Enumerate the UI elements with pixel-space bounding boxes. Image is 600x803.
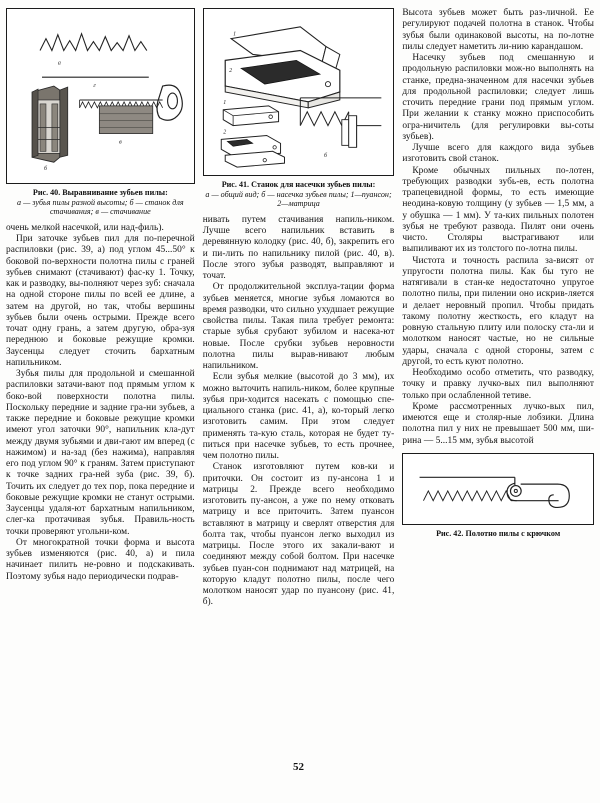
three-column-layout xyxy=(6,8,594,799)
figure-42 xyxy=(402,453,594,525)
column-right xyxy=(402,8,594,799)
svg-text:в: в xyxy=(119,139,122,146)
paragraph: От продолжительной эксплуа-тации форма зубьев меняется, многие зубья ломаются во время разводки, что сильно ухудшает режущие свойства пилы. Такая пила требует ремонта: старые зубья срубают зубилом и насека-ют новые. После срубки зубьев неровности полотна пилы вырав-нивают любым напильником. xyxy=(202,282,395,372)
figure-41-caption-lead: Рис. 41. Станок для насечки зубьев пилы: xyxy=(221,180,376,189)
figure-42-caption xyxy=(402,529,594,539)
paragraph: От многократной точки форма и высота зубьев изменяются (рис. 40, а) и пила начинает пилить не-ровно и подскакивать. Поэтому зубья надо периодически подрав- xyxy=(6,537,195,582)
svg-text:б: б xyxy=(323,153,327,160)
figure-41-caption xyxy=(203,180,395,209)
paragraph: Насечку зубьев под смешанную и продольную распиловки мож-но выполнять на станке, предна-значенном для насечки зубьев для продольной распиловки; следует лишь сточить передние грани под прямым углом. При желании к станку можно приспособить огра-ничитель (для регулировки вы-соты зубьев). xyxy=(402,53,594,142)
paragraph: Необходимо особо отметить, что разводку, точку и правку лучко-вых пил выполняют только при ослабленной тетиве. xyxy=(402,368,594,401)
fig-42-drawing xyxy=(403,454,593,524)
figure-41 xyxy=(203,8,395,176)
svg-text:2: 2 xyxy=(228,68,232,75)
page-number: 52 xyxy=(293,761,305,773)
svg-text:б: б xyxy=(43,166,47,173)
paragraph: Кроме обычных пильных по-лотен, требующих разводки зубь-ев, есть полотна трапецевидной формы, то есть имеющие неодина-ковую толщину (у зубьев — 1,5 мм, а у обушка — 1 мм). У та-ких пильных полотен зубья не требуют развода. Пилят они очень чисто. Столяры выстрагивают или выпиливают их из толстого по-лотна пилы. xyxy=(402,165,594,255)
svg-text:1: 1 xyxy=(232,31,236,38)
figure-41-caption-body: а — общий вид; б — насечка зубьев пилы; 1—пуансон; 2—матрица xyxy=(205,189,392,209)
figure-40 xyxy=(6,8,195,184)
svg-text:1: 1 xyxy=(222,99,226,106)
figure-40-caption-body: а — зубья пилы разной высоты; б — станок для стачивания; в — стачивание xyxy=(17,197,184,217)
paragraph: Высота зубьев может быть раз-личной. Ее регулируют подачей полотна в станок. Чтобы зубья были одинаковой высоты, на по-лотне пилы следует наметить ли-нию карандашом. xyxy=(402,8,594,52)
paragraph: Чистота и точность распила за-висят от упругости полотна пилы. Как бы туго не натягивали в стан-ке недостаточно упругое полотно пилы, при пилении оно искрив-ляется и делает неровный пропил. Чтобы придать такому полотну жесткость, его кладут на ровную стальную плиту или полоску ста-ли и молотком наносят частые, но не сильные удары, сначала с одной стороны, затем с другой, то есть куют полотно. xyxy=(402,255,594,367)
figure-42-caption-lead: Рис. 42. Полотно пилы с крючком xyxy=(436,528,561,538)
paragraph: При заточке зубьев пил для по-перечной распиловки (рис. 39, а) под углом 45...50° к боковой по-верхности полотна пилы с граней зубьев снимают (стачивают) фас-ку 1. Точку, как и разводку, вы-полняют через зуб: сначала на одной стороне пилы по всей ее длине, а затем на другой, но так, чтобы вершины зубьев были очень острыми. Прежде всего точат одну грань, а затем другую, обра-зуя переднюю и боковые режущие кромки. Заусенцы следует сточить бархатным напильником. xyxy=(6,234,195,368)
fig-40-drawing xyxy=(7,9,194,183)
column-middle xyxy=(203,8,395,799)
paragraph: очень мелкой насечкой, или над-филь). xyxy=(6,222,164,233)
svg-text:а: а xyxy=(57,60,61,67)
fig-41-drawing xyxy=(204,9,394,175)
paragraph: Станок изготовляют путем ков-ки и приточки. Он состоит из пу-ансона 1 и матрицы 2. Прежде всего необходимо изготовить пу-ансон, а уже по нему отковать матрицу и все приточить. Затем пуансон вставляют в матрицу и сверлят отверстия для болта так, чтобы пуансон легко выходил из матрицы. После этого их закали-вают и соединяют между собой болтом. При насечке зубьев пуан-сон поднимают над матрицей, на которую кладут полотно пилы, после чего молотком наносят удар по пуансону (рис. 41, б). xyxy=(202,462,395,608)
svg-text:2: 2 xyxy=(222,129,226,136)
figure-40-caption xyxy=(6,188,195,217)
paragraph: Лучше всего для каждого вида зубьев изготовить свой станок. xyxy=(402,143,594,165)
svg-text:г: г xyxy=(93,83,96,90)
paragraph: Если зубья мелкие (высотой до 3 мм), их можно выточить напиль-ником, более крупные зубья при-ходится насекать с помощью спе-циального станка (рис. 41, а), ко-торый легко изготовить самим. При этом следует применять та-кую сталь, которая не будет ту-питься при насечке зубьев, то есть прочнее, чем полотно пилы. xyxy=(202,372,395,462)
paragraph: Зубья пилы для продольной и смешанной распиловки затачи-вают под прямым углом к боко-вой поверхности полотна пилы. Поскольку передние и задние гра-ни зубьев, а также передние и боковые режущие кромки имеют угол заточки 90°, напильник кла-дут между двумя зубьями и дви-гают им вперед (с нажимом) и на-зад (без нажима), направляя его под углом 90° к граням. Затем приступают к точке задних гра-ней зуба (рис. 39, б). Точить их следует до тех пор, пока передние и боковые режущие кромки не станут острыми. Заусенцы удаля-ют бархатным напильником, слег-ка протачивая зубья. Правиль-ность точки проверяют угольни-ком. xyxy=(6,369,195,537)
paragraph: Кроме рассмотренных лучко-вых пил, имеются еще и столяр-ные лобзики. Длина полотна пил у них не превышает 500 мм, ши-рина — 5...15 мм, зубья высотой xyxy=(402,401,594,446)
paragraph: нивать путем стачивания напиль-ником. Лучше всего напильник вставить в деревянную колодку (рис. 40, б), закрепить его и пи-лить по напильнику пилой (рис. 40, в). После этого зубья разводят, выправляют и точат. xyxy=(202,214,395,282)
column-left xyxy=(6,8,195,799)
figure-40-caption-lead: Рис. 40. Выравнивание зубьев пилы: xyxy=(32,188,168,197)
